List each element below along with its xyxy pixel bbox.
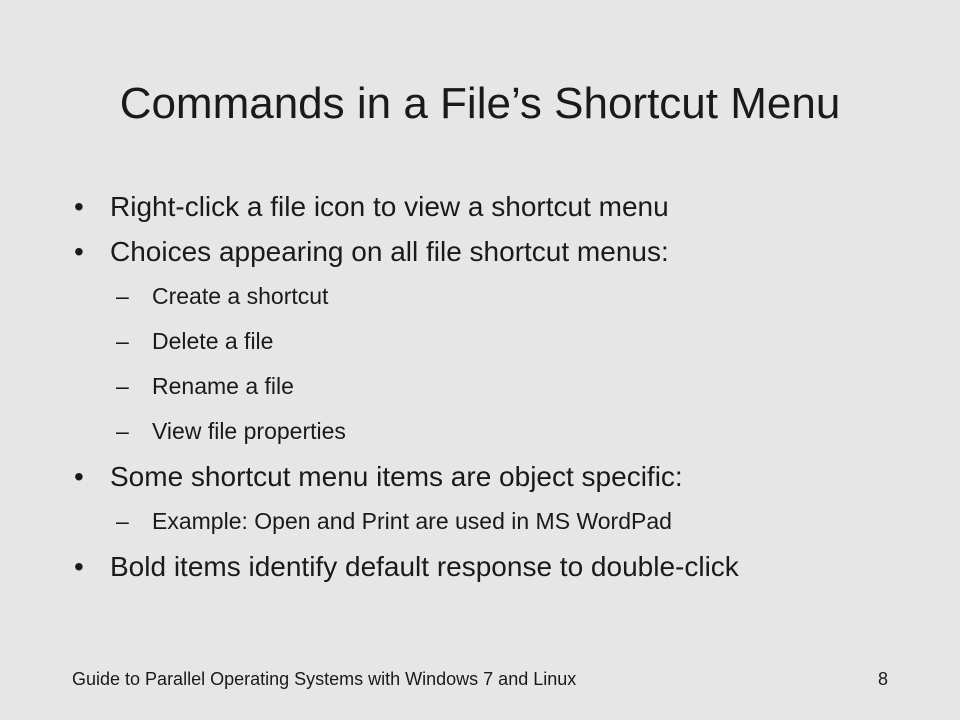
dash-marker: – <box>116 328 129 354</box>
dash-marker: – <box>116 283 129 309</box>
bullet-text: Some shortcut menu items are object specific: <box>110 461 683 492</box>
slide-title: Commands in a File’s Shortcut Menu <box>119 79 841 128</box>
sub-bullet-text: Delete a file <box>152 328 274 354</box>
bullet-marker: • <box>74 191 84 222</box>
sub-bullet-item <box>72 364 912 409</box>
bullet-item <box>72 454 912 499</box>
bullet-list <box>72 184 912 589</box>
dash-marker: – <box>116 508 129 534</box>
dash-marker: – <box>116 418 129 444</box>
sub-bullet-text: Create a shortcut <box>152 283 329 309</box>
bullet-marker: • <box>74 236 84 267</box>
bullet-text: Right-click a file icon to view a shortcut menu <box>110 191 669 222</box>
sub-bullet-item <box>72 274 912 319</box>
bullet-marker: • <box>74 551 84 582</box>
bullet-item <box>72 544 912 589</box>
sub-bullet-text: View file properties <box>152 418 346 444</box>
bullet-item <box>72 229 912 274</box>
bullet-item <box>72 184 912 229</box>
bullet-marker: • <box>74 461 84 492</box>
sub-bullet-text: Example: Open and Print are used in MS WordPad <box>152 508 672 534</box>
bullet-text: Choices appearing on all file shortcut menus: <box>110 236 669 267</box>
footer-text: Guide to Parallel Operating Systems with Windows 7 and Linux <box>72 669 577 689</box>
bullet-text: Bold items identify default response to double-click <box>110 551 739 582</box>
sub-bullet-item <box>72 319 912 364</box>
sub-bullet-item <box>72 409 912 454</box>
dash-marker: – <box>116 373 129 399</box>
page-number: 8 <box>877 669 888 689</box>
sub-bullet-item <box>72 499 912 544</box>
sub-bullet-text: Rename a file <box>152 373 294 399</box>
